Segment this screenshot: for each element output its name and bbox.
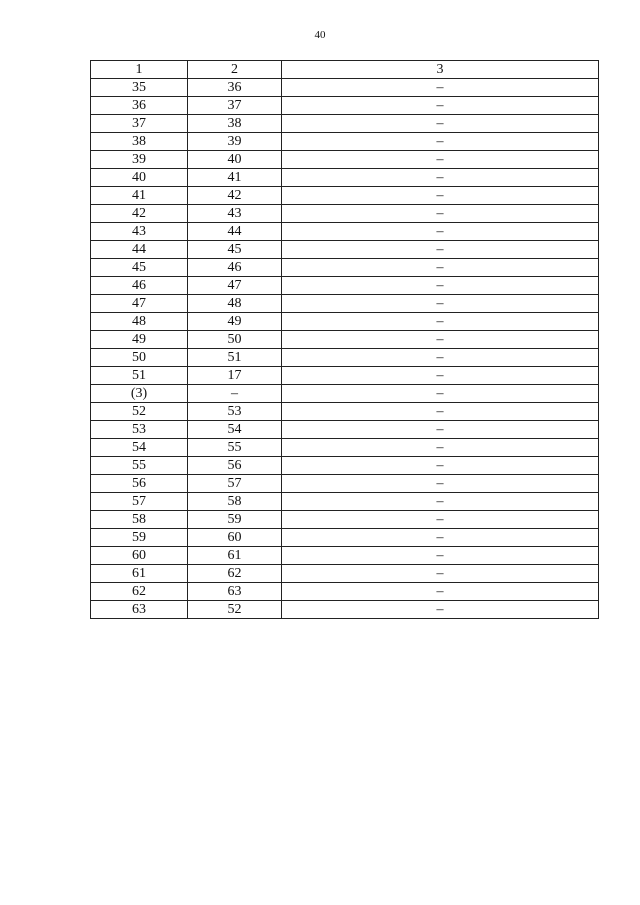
table-cell-col-1: 57 — [91, 493, 188, 511]
table-cell-col-2: 57 — [188, 475, 282, 493]
table-row — [91, 115, 599, 133]
table-row — [91, 385, 599, 403]
table-header-row — [91, 61, 599, 79]
table-cell-col-1: 39 — [91, 151, 188, 169]
table-row — [91, 583, 599, 601]
table-cell-col-2: 48 — [188, 295, 282, 313]
table-row — [91, 187, 599, 205]
table-header — [91, 61, 599, 79]
table-cell-col-2: 17 — [188, 367, 282, 385]
table-cell-col-2: 37 — [188, 97, 282, 115]
table-cell-col-1: 44 — [91, 241, 188, 259]
table-cell-col-2: 46 — [188, 259, 282, 277]
table-cell-col-1: 49 — [91, 331, 188, 349]
table-row — [91, 259, 599, 277]
table-cell-col-2: 62 — [188, 565, 282, 583]
table-cell-col-3: – — [282, 151, 599, 169]
table-cell-col-3: – — [282, 79, 599, 97]
table-cell-col-2: 39 — [188, 133, 282, 151]
table-cell-col-1: 36 — [91, 97, 188, 115]
table-row — [91, 349, 599, 367]
table-cell-col-2: 63 — [188, 583, 282, 601]
table-row — [91, 133, 599, 151]
table-cell-col-2: 43 — [188, 205, 282, 223]
table-cell-col-2: 42 — [188, 187, 282, 205]
table-cell-col-2: 41 — [188, 169, 282, 187]
table-cell-col-3: – — [282, 133, 599, 151]
table-cell-col-3: – — [282, 601, 599, 619]
table-cell-col-3: – — [282, 97, 599, 115]
table-row — [91, 169, 599, 187]
header-cell-2: 2 — [188, 61, 282, 79]
table-row — [91, 295, 599, 313]
table-cell-col-1: 45 — [91, 259, 188, 277]
table-cell-col-1: 60 — [91, 547, 188, 565]
table-row — [91, 457, 599, 475]
table-cell-col-1: 56 — [91, 475, 188, 493]
table-cell-col-1: 42 — [91, 205, 188, 223]
table-cell-col-1: 43 — [91, 223, 188, 241]
table-cell-col-3: – — [282, 511, 599, 529]
table-cell-col-3: – — [282, 457, 599, 475]
table-cell-col-2: 60 — [188, 529, 282, 547]
table-cell-col-2: 50 — [188, 331, 282, 349]
table-cell-col-1: 41 — [91, 187, 188, 205]
table-cell-col-3: – — [282, 475, 599, 493]
table-row — [91, 79, 599, 97]
table-row — [91, 493, 599, 511]
table-row — [91, 547, 599, 565]
table-cell-col-2: 55 — [188, 439, 282, 457]
table-cell-col-2: 47 — [188, 277, 282, 295]
table-cell-col-1: 40 — [91, 169, 188, 187]
table-cell-col-3: – — [282, 277, 599, 295]
table-row — [91, 223, 599, 241]
table-cell-col-3: – — [282, 241, 599, 259]
table-cell-col-3: – — [282, 349, 599, 367]
table-cell-col-3: – — [282, 313, 599, 331]
table-row — [91, 313, 599, 331]
table-body — [91, 79, 599, 619]
table-cell-col-1: 54 — [91, 439, 188, 457]
table-cell-col-2: 59 — [188, 511, 282, 529]
table-cell-col-1: 47 — [91, 295, 188, 313]
table-cell-col-2: 53 — [188, 403, 282, 421]
table-row — [91, 475, 599, 493]
table-cell-col-2: 38 — [188, 115, 282, 133]
table-cell-col-3: – — [282, 115, 599, 133]
table-cell-col-3: – — [282, 367, 599, 385]
table-cell-col-2: 44 — [188, 223, 282, 241]
data-table — [90, 60, 599, 619]
table-cell-col-1: 61 — [91, 565, 188, 583]
table-cell-col-1: 51 — [91, 367, 188, 385]
header-cell-1: 1 — [91, 61, 188, 79]
table-cell-col-3: – — [282, 385, 599, 403]
table-cell-col-1: 37 — [91, 115, 188, 133]
table-cell-col-1: 63 — [91, 601, 188, 619]
table-cell-col-3: – — [282, 403, 599, 421]
table-cell-col-3: – — [282, 169, 599, 187]
table-row — [91, 151, 599, 169]
table-cell-col-2: 54 — [188, 421, 282, 439]
table-cell-col-3: – — [282, 565, 599, 583]
table-cell-col-3: – — [282, 223, 599, 241]
table-cell-col-2: 49 — [188, 313, 282, 331]
table-cell-col-1: 46 — [91, 277, 188, 295]
table-cell-col-1: 38 — [91, 133, 188, 151]
table-cell-col-2: 56 — [188, 457, 282, 475]
table-cell-col-1: 59 — [91, 529, 188, 547]
page-number: 40 — [314, 29, 326, 41]
table-cell-col-1: 35 — [91, 79, 188, 97]
table-cell-col-2: 40 — [188, 151, 282, 169]
table-row — [91, 565, 599, 583]
table-cell-col-2: 52 — [188, 601, 282, 619]
table-cell-col-2: – — [188, 385, 282, 403]
table-cell-col-1: 50 — [91, 349, 188, 367]
table-row — [91, 529, 599, 547]
table-cell-col-2: 51 — [188, 349, 282, 367]
table-row — [91, 367, 599, 385]
table-cell-col-3: – — [282, 583, 599, 601]
table-cell-col-1: (3) — [91, 385, 188, 403]
table-cell-col-1: 58 — [91, 511, 188, 529]
header-cell-3: 3 — [282, 61, 599, 79]
table-cell-col-3: – — [282, 529, 599, 547]
table-row — [91, 511, 599, 529]
table-cell-col-1: 62 — [91, 583, 188, 601]
table-cell-col-3: – — [282, 187, 599, 205]
table-row — [91, 403, 599, 421]
table-cell-col-3: – — [282, 259, 599, 277]
table-row — [91, 205, 599, 223]
table-cell-col-3: – — [282, 205, 599, 223]
table-cell-col-2: 36 — [188, 79, 282, 97]
table-cell-col-2: 58 — [188, 493, 282, 511]
table-cell-col-3: – — [282, 493, 599, 511]
table-cell-col-2: 61 — [188, 547, 282, 565]
table-cell-col-1: 53 — [91, 421, 188, 439]
table-cell-col-3: – — [282, 547, 599, 565]
table-row — [91, 421, 599, 439]
table-row — [91, 277, 599, 295]
table-row — [91, 241, 599, 259]
table-row — [91, 331, 599, 349]
table-cell-col-3: – — [282, 421, 599, 439]
table-cell-col-1: 55 — [91, 457, 188, 475]
table-cell-col-3: – — [282, 295, 599, 313]
table-cell-col-2: 45 — [188, 241, 282, 259]
table-row — [91, 601, 599, 619]
table-cell-col-1: 52 — [91, 403, 188, 421]
table-row — [91, 97, 599, 115]
table-row — [91, 439, 599, 457]
table-cell-col-3: – — [282, 331, 599, 349]
table-cell-col-1: 48 — [91, 313, 188, 331]
table-cell-col-3: – — [282, 439, 599, 457]
